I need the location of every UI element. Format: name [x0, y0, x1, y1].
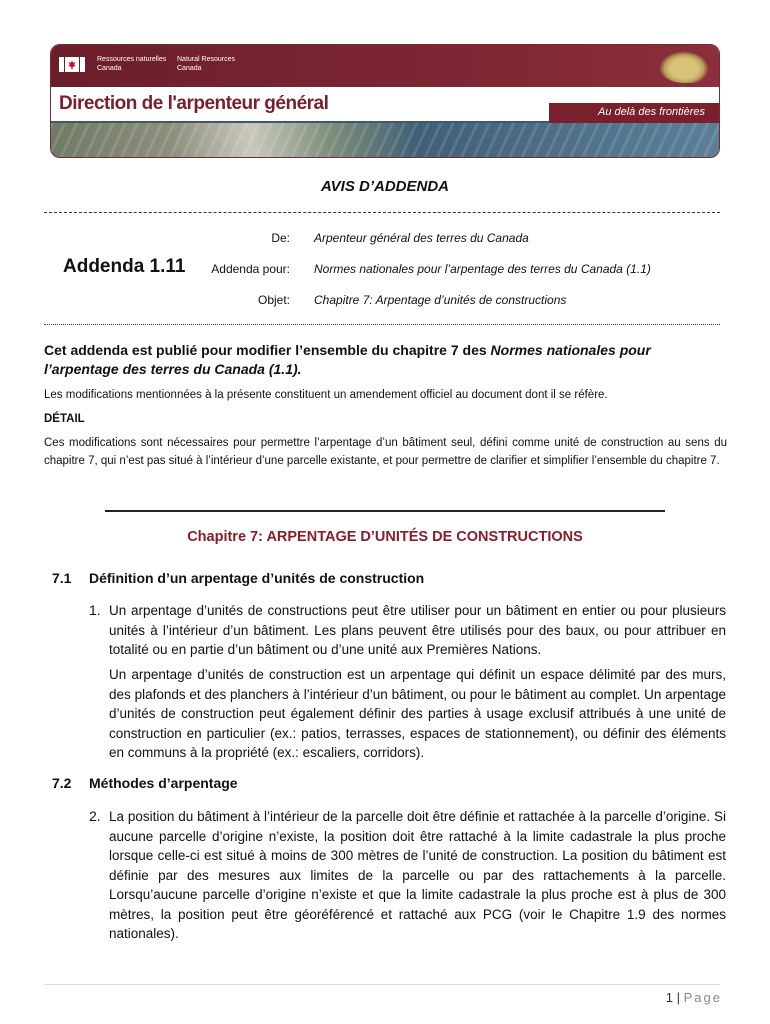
banner-title: Direction de l'arpenteur général	[59, 93, 329, 114]
section-number-7-2: 7.2	[52, 775, 72, 791]
dept-name-fr	[97, 55, 166, 73]
canada-flag-icon	[65, 57, 79, 72]
lead-document-title: Normes nationales pour l’arpentage des terres du Canada (1.1).	[44, 342, 651, 377]
dashed-divider-top	[44, 212, 720, 213]
canada-map-icon	[659, 51, 709, 83]
page-number: 1	[665, 990, 674, 1005]
detail-heading: DÉTAIL	[44, 413, 85, 425]
subject-label: Objet:	[257, 293, 290, 307]
flag-left-bar	[59, 57, 64, 72]
paragraph-7-1-b: Un arpentage d’unités de construction est un arpentage qui définit un espace délimité par des murs, des plafonds et des planchers à l’intérieur d’un bâtiment, ou pour le bâtiment au complet. Un arpentage d’unités de construction peut également définir des parties à usage exclusif attribués à une unité de construction en particulier (ex.: patios, terrasses, espaces de stationnement), ou définir des éléments en communs à la propriété (ex.: escaliers, corridors).	[109, 667, 726, 760]
lead-text: Cet addenda est publié pour modifier l’ensemble du chapitre 7 des	[44, 342, 491, 358]
section-separator-rule	[105, 510, 665, 512]
dept-name-en	[177, 55, 235, 73]
header-banner	[50, 44, 720, 158]
dept-en-line1: Natural Resources	[177, 56, 235, 63]
addenda-for-label: Addenda pour:	[211, 262, 290, 276]
item-number-1: 1.	[89, 602, 101, 618]
flag-right-bar	[80, 57, 85, 72]
page-word: Page	[683, 990, 722, 1005]
paragraph-7-1-a: Un arpentage d’unités de constructions peut être utiliser pour un bâtiment en entier ou pour plusieurs unités à l’intérieur d’un bâtiment. Les plans peuvent être utilisés pour des baux, ou pour attribuer en totalité ou en partie d’un bâtiment ou d’une unité aux Premières Nations.	[109, 603, 726, 657]
dept-en-line2: Canada	[177, 65, 202, 72]
banner-tagline: Au delà des frontières	[597, 106, 705, 118]
dept-fr-line1: Ressources naturelles	[97, 56, 167, 63]
item-number-2: 2.	[89, 808, 101, 824]
subject-value: Chapitre 7: Arpentage d’unités de constructions	[314, 293, 567, 307]
amendment-note: Les modifications mentionnées à la présente constituent un amendement officiel au document dont il se réfère.	[44, 389, 608, 401]
dept-fr-line2: Canada	[97, 65, 122, 72]
footer-divider	[44, 984, 720, 985]
lead-statement	[44, 341, 728, 379]
from-label: De:	[271, 231, 290, 245]
section-number-7-1: 7.1	[52, 570, 72, 586]
avis-title: AVIS D’ADDENDA	[320, 178, 450, 195]
banner-aerial-photo	[51, 123, 719, 158]
section-title-7-2: Méthodes d’arpentage	[89, 775, 238, 791]
chapter-heading	[0, 529, 770, 545]
section-title-7-1: Définition d’un arpentage d’unités de construction	[89, 570, 425, 586]
page-footer	[666, 990, 722, 1005]
addenda-for-value: Normes nationales pour l’arpentage des terres du Canada (1.1)	[314, 262, 651, 276]
addenda-number: Addenda 1.11	[63, 256, 186, 277]
page-separator: |	[673, 990, 684, 1005]
dashed-divider-bottom	[44, 324, 720, 325]
paragraph-7-2-a: La position du bâtiment à l’intérieur de la parcelle doit être définie et rattachée à la parcelle d’origine. Si aucune parcelle d’origine n’existe, la position doit être rattaché à la limite cadastrale la plus proche lorsque celle-ci est situé à moins de 300 mètres de l’unité de construction. La position du bâtiment est définie par des mesures aux limites de la parcelle ou par des rattachements à la parcelle. Lorsqu’aucune parcelle d’origine n’existe et que la limite cadastrale la plus proche est à plus de 300 mètres, la position peut être géoréférencé et rattaché aux PCG (voir le Chapitre 1.9 des normes nationales).	[109, 809, 726, 941]
chapter-prefix: Chapitre 7:	[187, 529, 267, 545]
chapter-title: ARPENTAGE D’UNITÉS DE CONSTRUCTIONS	[266, 529, 583, 545]
from-value: Arpenteur général des terres du Canada	[314, 231, 529, 245]
detail-text: Ces modifications sont nécessaires pour permettre l’arpentage d’un bâtiment seul, défini comme unité de construction au sens du chapitre 7, qui n’est pas situé à l’intérieur d’une parcelle existante, et pour permettre de clarifier et simplifier l’ensemble du chapitre 7.	[44, 437, 727, 467]
